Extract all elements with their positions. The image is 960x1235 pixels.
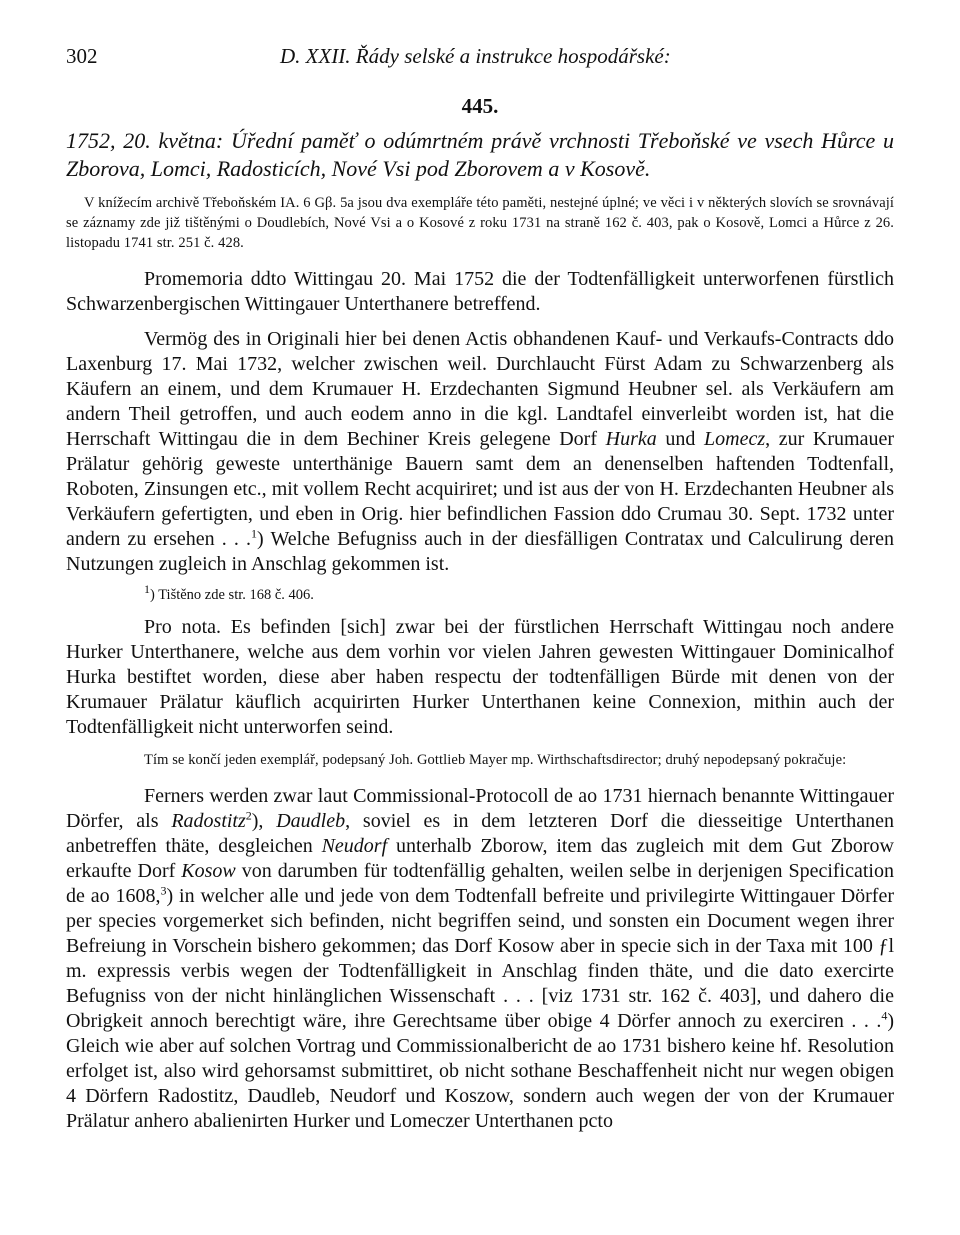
- paragraph-1: [66, 327, 894, 577]
- footnote-ref: 3: [160, 883, 167, 898]
- place-name: Hurka: [605, 428, 657, 450]
- text-run: ) Welche Befugniss auch in der diesfälligen Contratax und Calculirung deren Nutzungen zugleich in Anschlag gekommen ist.: [66, 528, 894, 575]
- text-run: ) in welcher alle und jede von dem Todtenfall befreite und privilegirte Wittingauer Dörfer per species vorgemerket sich befinden, nicht begriffen seind, und sonsten ein Document wegen ihrer Befreiung in Vorschein bishero gekommen; das Dorf Kosow aber in specie sich in der Taxa mit 100 ƒl m. expressis verbis wegen der Todtenfälligkeit in Anschlag finden thäte, und die dato exercirte Befugniss von der nicht hinlänglichen Wissenschaft . . . [viz 1731 str. 162 č. 403], und dahero die Obrigkeit annoch berechtigt wäre, ihre Gerechtsame über obige 4 Dörfer annoch zu exerciren . . .: [66, 885, 894, 1032]
- place-name: Lomecz: [704, 428, 766, 450]
- page-header: [66, 36, 894, 72]
- editor-note: [66, 750, 894, 770]
- document-number: 445.: [461, 94, 499, 118]
- place-name: Daudleb: [276, 810, 346, 832]
- place-name: Neudorf: [321, 835, 388, 857]
- footnote-ref: 1: [251, 526, 258, 541]
- page-number: 302: [66, 44, 98, 68]
- text-run: und: [656, 428, 705, 450]
- footnote-ref: 4: [881, 1008, 888, 1023]
- text-run: von darumben für todtenfällig gehalten, weilen selbe in derjenigen Specification de ao 1608,: [66, 860, 894, 907]
- footnote-mark: 1: [144, 582, 150, 597]
- place-name: Kosow: [181, 860, 236, 882]
- text-run: , zur Krumauer Prälatur gehörig geweste unterthänige Bauern samt dem an denenselben haftenden Todtenfall, Roboten, Zinsungen etc., mit vollem Recht acquiriret; und ist aus der von H. Erzdechanten Heubner als Verkäufern gefertigten, und eben in Orig. hier befindlichen Fassion ddo Crumau 30. Sept. 1732 unter andern zu ersehen . . .: [66, 428, 894, 550]
- paragraph-3: [66, 784, 894, 1134]
- running-head: D. XXII. Řády selské a instrukce hospodářské:: [280, 44, 671, 68]
- text-run: , soviel es in dem letzteren Dorf die diesseitige Unterthanen anbetreffen thäte, desgleichen: [66, 810, 895, 857]
- document-title: 1752, 20. května: Úřední paměť o odúmrtném právě vrchnosti Třeboňské ve vsech Hůrce u Zborova, Lomci, Radosticích, Nové Vsi pod Zborovem a v Kosově.: [66, 128, 894, 181]
- archive-note-text: V knížecím archivě Třeboňském IA. 6 Gβ. 5a jsou dva exempláře této paměti, nestejné úplné; ve věci i v některých slovích se srovnávají se záznamy zde již tištěnými o Doudlebích, Nové Vsi a o Kosové z roku 1731 na straně 162 č. 403, pak o Kosově, Lomci a Hůrce z 26. listopadu 1741 str. 251 č. 428.: [66, 195, 894, 251]
- paragraph-2: Pro nota. Es befinden [sich] zwar bei der fürstlichen Herrschaft Wittingau noch andere Hurker Unterthanere, welche aus dem vorhin vor vielen Jahren gewesten Wittingauer Dominicalhof Hurka bestiftet worden, diese aber haben respectu der todtenfälligen Bürde mit denen von der Krumauer Prälatur käuflich acquirirten Hurker Unterthanen keine Connexion, mithin auch der Todtenfälligkeit nicht unterworfen seind.: [66, 616, 894, 738]
- text-run: Vermög des in Originali hier bei denen Actis obhandenen Kauf- und Verkaufs-Contracts ddo Laxenburg 17. Mai 1732, welcher zwischen weil. Durchlaucht Fürst Adam zu Schwarzenberg als Käufern an einem, und dem Krumauer H. Erzdechanten Sigmund Heubner sel. als Verkäufern am andern Theil getroffen, und auch eodem anno in die kgl. Landtafel einverleibt worden ist, hat die Herrschaft Wittingau die in dem Bechiner Kreis gelegene Dorf: [66, 328, 894, 450]
- archive-note: [66, 193, 894, 253]
- text-run: ),: [251, 810, 277, 832]
- text-run: ) Gleich wie aber auf solchen Vortrag und Commissionalbericht de ao 1731 bishero keine hf. Resolution erfolget ist, also wird gehorsamst submittiret, ob nicht sothane Beschaffenheit nicht nur wegen obigen 4 Dörfern Radostitz, Daudleb, Neudorf und Koszow, sondern auch wegen der von der Krumauer Prälatur anhero abalienirten Hurker und Lomeczer Unterthanen pcto: [66, 1010, 894, 1132]
- place-name: Radostitz: [171, 810, 246, 832]
- document-page: [66, 36, 894, 1134]
- footnote-1: [66, 582, 894, 605]
- footnote-ref: 2: [245, 808, 252, 823]
- footnote-text: ) Tištěno zde str. 168 č. 406.: [150, 587, 314, 603]
- text-run: unterhalb Zborow, item das zugleich mit dem Gut Zborow erkaufte Dorf: [66, 835, 894, 882]
- editor-note-text: Tím se končí jeden exemplář, podepsaný Joh. Gottlieb Mayer mp. Wirthschaftsdirector; druhý nepodepsaný pokračuje:: [144, 752, 847, 768]
- text-run: Ferners werden zwar laut Commissional-Protocoll de ao 1731 hiernach benannte Wittingauer Dörfer, als: [66, 785, 894, 832]
- intro-paragraph: Promemoria ddto Wittingau 20. Mai 1752 die der Todtenfälligkeit unterworfenen fürstlich Schwarzenbergischen Wittingauer Unterthanere betreffend.: [66, 268, 894, 315]
